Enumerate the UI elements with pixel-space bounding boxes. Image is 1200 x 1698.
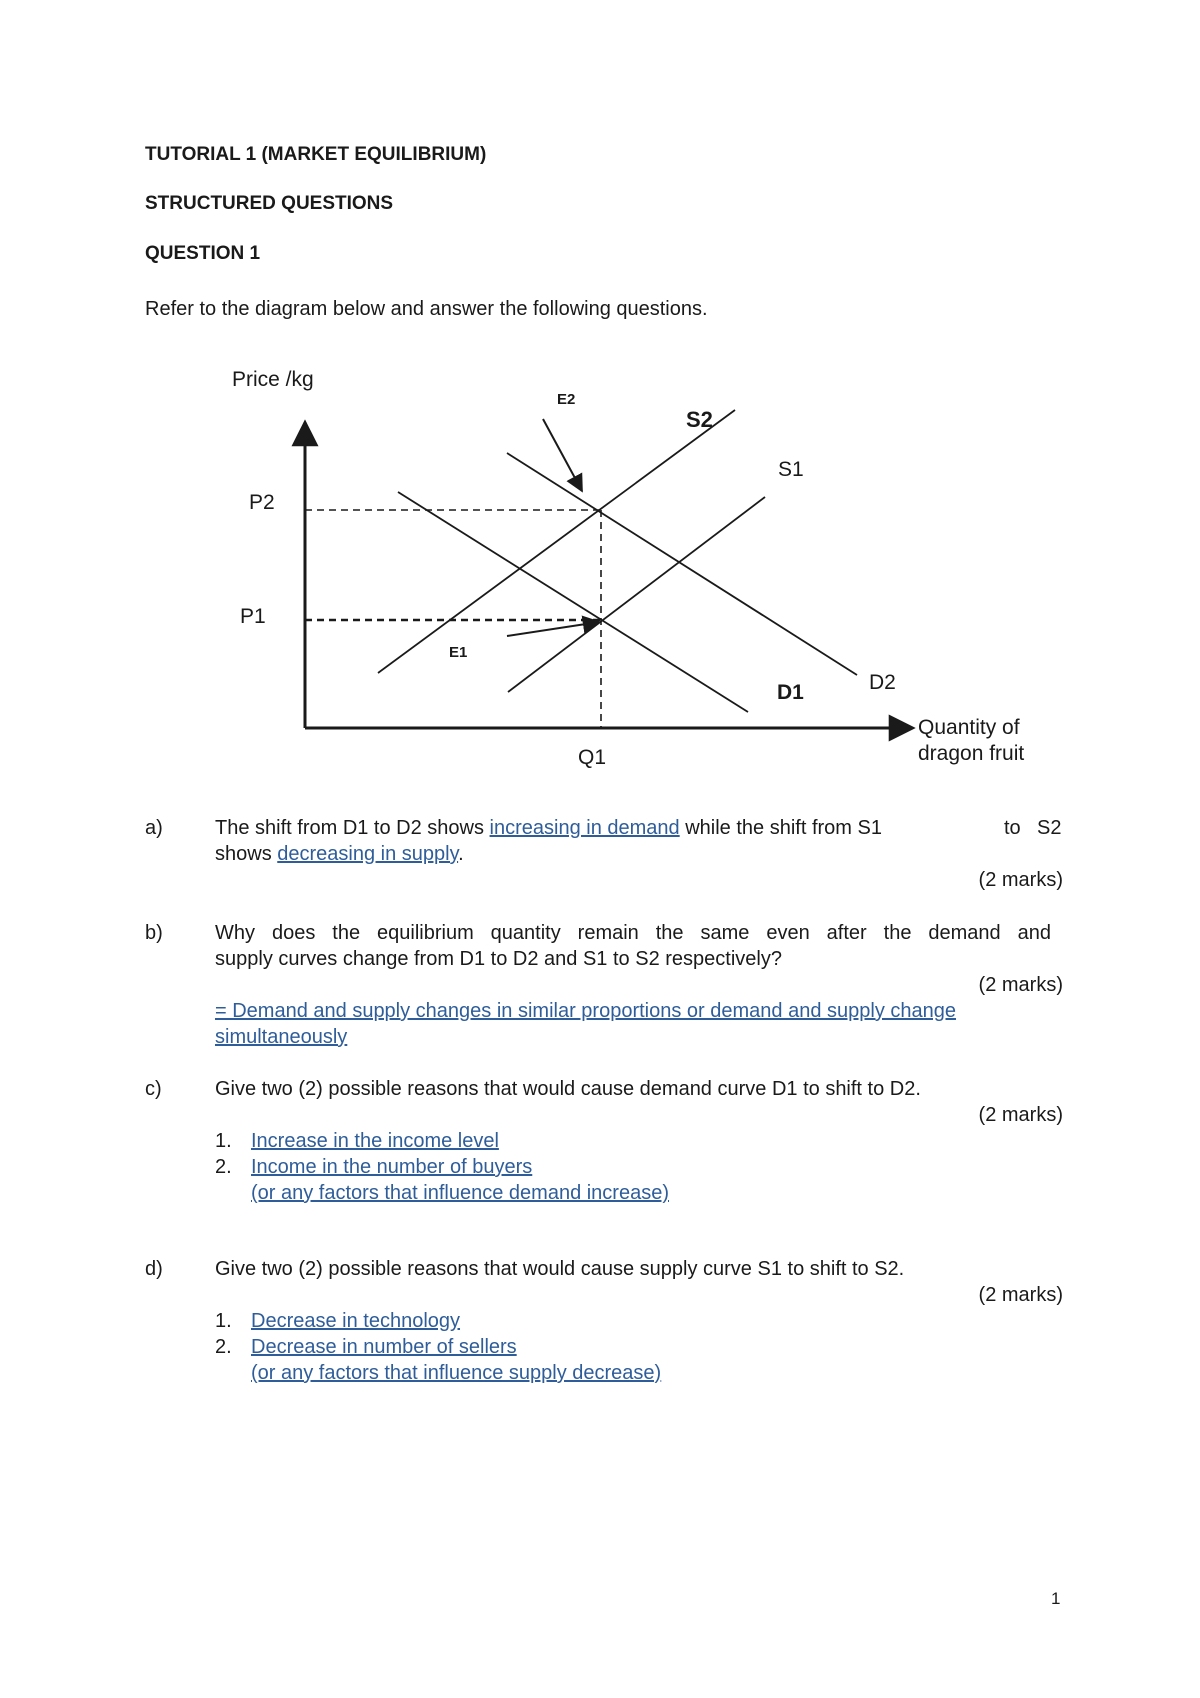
question-b-line1: Why does the equilibrium quantity remain the same even after the demand and <box>215 922 1051 944</box>
question-a-letter: a) <box>145 817 163 839</box>
e2-label: E2 <box>557 391 576 408</box>
list-item-number: 1. <box>215 1310 232 1332</box>
s1-curve <box>508 497 765 692</box>
question-d-marks: (2 marks) <box>978 1284 1063 1306</box>
list-item: Income in the number of buyers <box>251 1156 533 1178</box>
q1-label: Q1 <box>578 746 607 769</box>
question-b-line2: supply curves change from D1 to D2 and S1 to S2 respectively? <box>215 948 782 970</box>
list-item-number: 2. <box>215 1336 232 1358</box>
list-item: Decrease in number of sellers <box>251 1336 517 1358</box>
s1-label: S1 <box>778 458 804 481</box>
question-a-line2: shows decreasing in supply. <box>215 843 464 865</box>
question-a-to: to <box>1004 817 1021 839</box>
question-c-text: Give two (2) possible reasons that would cause demand curve D1 to shift to D2. <box>215 1078 921 1100</box>
question-heading: QUESTION 1 <box>145 243 261 264</box>
list-item-number: 1. <box>215 1130 232 1152</box>
x-axis-label-line1: Quantity of <box>918 716 1020 739</box>
question-d-text: Give two (2) possible reasons that would cause supply curve S1 to shift to S2. <box>215 1258 905 1280</box>
question-d-letter: d) <box>145 1258 163 1280</box>
list-item-number: 2. <box>215 1156 232 1178</box>
d1-label: D1 <box>777 681 804 704</box>
question-a-s2: S2 <box>1037 817 1062 839</box>
question-d-note: (or any factors that influence supply decrease) <box>251 1362 662 1384</box>
answer-b-line2: simultaneously <box>215 1026 348 1048</box>
question-c-letter: c) <box>145 1078 162 1100</box>
supply-demand-diagram <box>0 0 1200 780</box>
question-b-letter: b) <box>145 922 163 944</box>
question-c-note: (or any factors that influence demand increase) <box>251 1182 669 1204</box>
d1-curve <box>398 492 748 712</box>
s2-label: S2 <box>686 407 713 432</box>
d2-curve <box>507 453 857 675</box>
section-heading: STRUCTURED QUESTIONS <box>145 193 394 214</box>
list-item: Decrease in technology <box>251 1310 461 1332</box>
question-b-marks: (2 marks) <box>978 974 1063 996</box>
e1-label: E1 <box>449 644 468 661</box>
d2-label: D2 <box>869 671 896 694</box>
s2-curve <box>378 410 735 673</box>
answer-b-line1: = Demand and supply changes in similar proportions or demand and supply change <box>215 1000 957 1022</box>
p2-label: P2 <box>249 491 275 514</box>
list-item: Increase in the income level <box>251 1130 499 1152</box>
question-c-marks: (2 marks) <box>978 1104 1063 1126</box>
question-a-line1: The shift from D1 to D2 shows increasing in demand while the shift from S1 <box>215 817 882 839</box>
answer-a2: decreasing in supply <box>277 843 459 865</box>
y-axis-label: Price /kg <box>232 368 314 391</box>
question-a-marks: (2 marks) <box>978 869 1063 891</box>
p1-label: P1 <box>240 605 266 628</box>
answer-a1: increasing in demand <box>489 817 680 839</box>
tutorial-title: TUTORIAL 1 (MARKET EQUILIBRIUM) <box>145 144 487 165</box>
intro-text: Refer to the diagram below and answer the following questions. <box>145 298 708 320</box>
page-number: 1 <box>1051 1589 1061 1608</box>
x-axis-label-line2: dragon fruit <box>918 742 1025 765</box>
